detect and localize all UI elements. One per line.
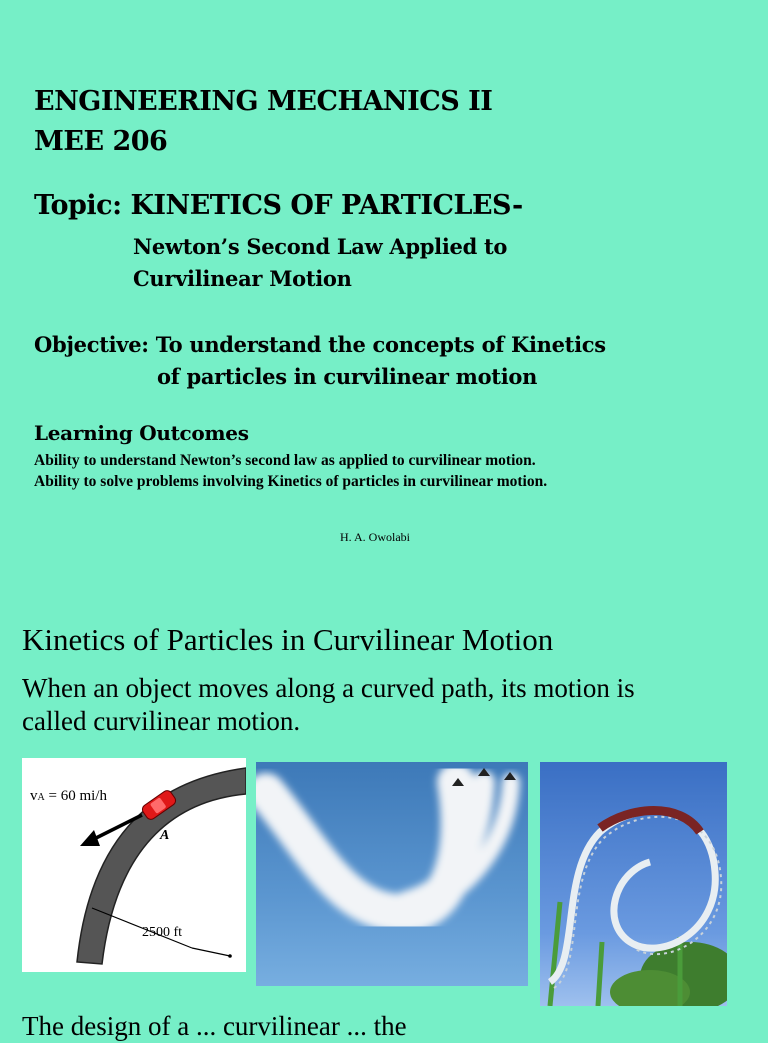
- roller-coaster-photo: [540, 762, 727, 1006]
- topic-title: Topic: KINETICS OF PARTICLES-: [34, 190, 523, 221]
- course-code: MEE 206: [34, 126, 168, 157]
- subtopic-line1: Newton’s Second Law Applied to: [133, 234, 508, 259]
- objective-line1: Objective: To understand the concepts of Kinetics: [34, 332, 606, 357]
- outcome-1: Ability to understand Newton’s second law as applied to curvilinear motion.: [34, 452, 536, 469]
- velocity-label: vA = 60 mi/h: [30, 788, 107, 804]
- objective-line2: of particles in curvilinear motion: [157, 364, 538, 389]
- point-a-label: A: [160, 828, 170, 843]
- slide2-body-line1: When an object moves along a curved path, its motion is: [22, 673, 635, 703]
- slide2-body-line2: called curvilinear motion.: [22, 706, 301, 736]
- outcomes-heading: Learning Outcomes: [34, 421, 249, 445]
- course-title: ENGINEERING MECHANICS II: [34, 86, 493, 117]
- curved-road-diagram: [22, 758, 246, 972]
- cut-off-text: The design of a ... curvilinear ... the: [22, 1011, 407, 1041]
- radius-label: 2500 ft: [142, 925, 183, 940]
- slide2-heading: Kinetics of Particles in Curvilinear Motion: [22, 622, 554, 657]
- author: H. A. Owolabi: [340, 530, 410, 544]
- outcome-2: Ability to solve problems involving Kinetics of particles in curvilinear motion.: [34, 473, 548, 490]
- subtopic-line2: Curvilinear Motion: [133, 266, 352, 291]
- jets-contrail-photo: [256, 762, 528, 986]
